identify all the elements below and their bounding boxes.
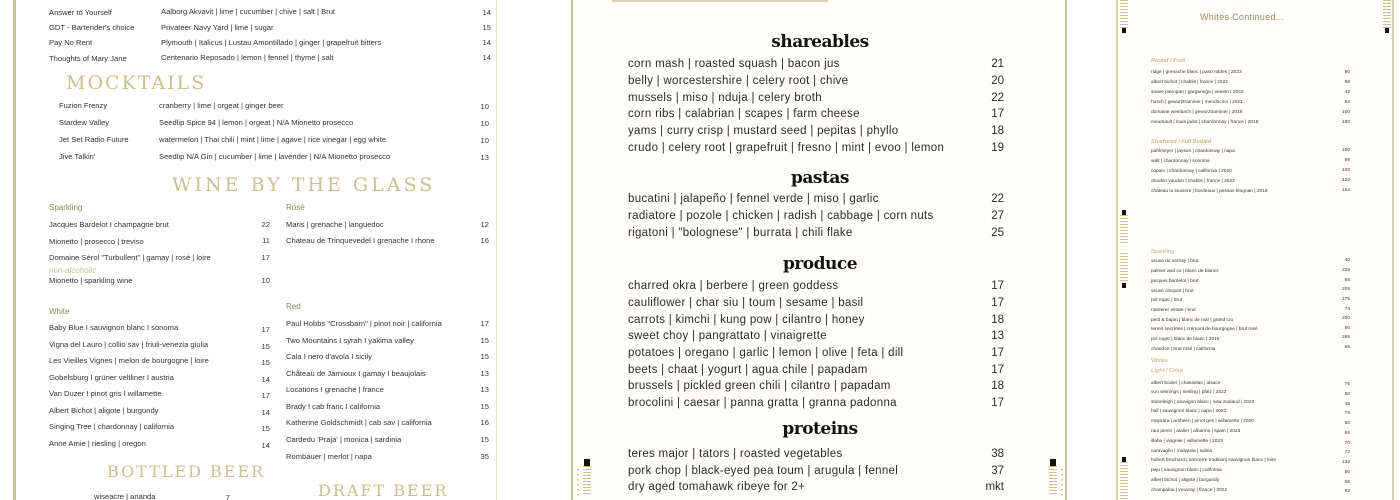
bottle-price: 60 (1344, 470, 1350, 475)
bottle-item: raul perez | atalier | albarino | spain | 2023 (1151, 429, 1241, 434)
wine-item: Maris | grenache | languedoc (286, 220, 384, 229)
cocktail-price: 14 (482, 38, 491, 47)
bottle-item: caravaglio | malvasia | salina (1151, 449, 1213, 454)
bottle-item: drouhin vaudon | chablis | france | 2022 (1151, 179, 1235, 184)
proteins-heading: proteins (782, 419, 858, 439)
dish-desc: radiatore | pozole | chicken | radish | cabbage | corn nuts (628, 210, 934, 222)
bottle-item: pahlmeyer | jayson | chardonnay | napa (1151, 149, 1235, 154)
dish-price: 19 (991, 142, 1004, 154)
bottle-price: 160 (1341, 148, 1350, 153)
white-label: White (49, 307, 70, 316)
dish-price: 22 (991, 92, 1004, 104)
bottle-item: champalou | vouvray | france | 2022 (1151, 488, 1228, 493)
bottle-item: roederer estate | brut (1151, 308, 1196, 313)
cocktail-name: GDT - Bartender's choice (49, 23, 135, 32)
dish-desc: pork chop | black-eyed pea toum | arugula | fennel (628, 465, 899, 477)
wine-price: 14 (261, 375, 270, 384)
sparkling-label: Sparkling (49, 203, 83, 212)
wine-price: 14 (261, 441, 270, 450)
dish-price: 21 (991, 58, 1004, 70)
dish-price: 17 (991, 364, 1004, 376)
mocktail-desc: Seedlip N/A Gin | cucumber | lime | lavender | N/A Mionetto prosecco (159, 152, 391, 161)
dish-price: 27 (991, 210, 1004, 222)
dish-price: 17 (991, 297, 1004, 309)
wine-item: Mionetto | sparkling wine (49, 276, 133, 285)
mocktails-heading: MOCKTAILS (66, 72, 207, 94)
wine-item: Gobelsburg I grüner veltliner I austria (49, 373, 174, 382)
whites-label: Whites (1151, 358, 1168, 364)
bottle-price: 100 (1341, 110, 1350, 115)
dish-price: 17 (991, 397, 1004, 409)
bottle-price: 265 (1341, 335, 1350, 340)
bottle-item: illahe | viognier | willamette | 2023 (1151, 439, 1223, 444)
cocktail-desc: Plymouth | Italicus | Lustau Amontillado | ginger | grapefruit bitters (161, 38, 382, 47)
dish-desc: crudo | celery root | grapefruit | fresno | mint | evoo | lemon (628, 142, 945, 154)
red-label: Red (286, 302, 301, 311)
art-deco-ornament-mid-left (1119, 210, 1129, 245)
wine-price: 15 (480, 435, 489, 444)
wine-price: 17 (261, 253, 270, 262)
art-deco-ornament-left (582, 459, 592, 496)
bottle-price: 120 (1341, 178, 1350, 183)
cocktail-price: 14 (482, 8, 491, 17)
dish-desc: sweet choy | pangrattato | vinaigrette (628, 330, 827, 342)
dish-price: 38 (991, 448, 1004, 460)
wine-price: 17 (261, 391, 270, 400)
wine-price: 13 (480, 369, 489, 378)
bottle-price: 98 (1344, 80, 1350, 85)
bottle-item: soave pieropan | garganega | veneto | 2023 (1151, 90, 1244, 95)
cocktail-price: 14 (482, 53, 491, 62)
mocktail-price: 13 (480, 153, 489, 162)
bottle-item: ridge | grenache blanc | paso robles | 2023 (1151, 70, 1242, 75)
dish-desc: cauliflower | char siu | toum | sesame | basil (628, 297, 864, 309)
dish-price: 22 (991, 193, 1004, 205)
bottled-beer-heading: BOTTLED BEER (107, 462, 266, 481)
bottle-price: 86 (1344, 431, 1350, 436)
wine-price: 10 (261, 276, 270, 285)
produce-heading: produce (782, 254, 858, 274)
bottle-price: 42 (1344, 90, 1350, 95)
food-menu-page (560, 0, 1080, 500)
dish-desc: yams | curry crisp | mustard seed | pepitas | phyllo (628, 125, 899, 137)
mocktail-name: Fuzion Frenzy (59, 101, 108, 110)
wine-item: Brady I cab franc I california (286, 402, 381, 411)
dish-desc: bucatini | jalapeño | fennel verde | miso | garlic (628, 193, 879, 205)
bottle-price: 75 (1344, 382, 1350, 387)
wine-price: 15 (480, 402, 489, 411)
art-deco-ornament-top-right (1382, 0, 1392, 33)
dish-price: 18 (991, 125, 1004, 137)
bottle-item: terres secrètes | crémant de bourgogne | brut rosé (1151, 327, 1258, 332)
cocktail-name: Answer to Yourself (49, 8, 112, 17)
dish-desc: mussels | miso | nduja | celery broth (628, 92, 822, 104)
bottle-price: 66 (1344, 345, 1350, 350)
bottle-price: 50 (1344, 392, 1350, 397)
bottle-item: domaine weinbach | gewurztraminer | 2018 (1151, 110, 1243, 115)
mocktail-name: Jive Talkin' (59, 152, 96, 161)
dish-desc: carrots | kimchi | kung pow | cilantro | honey (628, 314, 865, 326)
cocktail-name: Pay No Rent (49, 38, 93, 47)
mocktail-name: Jet Set Radio Future (59, 135, 129, 144)
draft-beer-heading: DRAFT BEER (318, 481, 449, 500)
wine-item: Jacques Bardelot I champagne brut (49, 220, 169, 229)
bottle-item: pol roger | brut (1151, 298, 1183, 303)
dish-price: 17 (991, 280, 1004, 292)
page-border-left (13, 0, 16, 500)
dish-desc: brussels | pickled green chili | cilantro | papadam (628, 380, 891, 392)
dish-price: mkt (985, 481, 1004, 493)
page-border-right (496, 0, 497, 500)
bottle-price: 60 (1344, 326, 1350, 331)
bottle-item: husch | gewurztraminer | mendocino | 2021 (1151, 100, 1243, 105)
wine-price: 13 (480, 385, 489, 394)
bottle-price: 132 (1341, 460, 1350, 465)
non-alcoholic-label: non-alcoholic (49, 266, 97, 275)
bottle-item: petit & bajan | blanc de noir | grand cru (1151, 318, 1234, 323)
wine-item: Locations I grenache | france (286, 385, 384, 394)
bottle-item: jacques bardelot | brut (1151, 279, 1199, 284)
bottle-price: 79 (1344, 411, 1350, 416)
bottle-price: 99 (1344, 158, 1350, 163)
bottle-price: 52 (1344, 100, 1350, 105)
bottle-item: chandon | brut rosé | california (1151, 347, 1216, 352)
bottle-price: 205 (1341, 287, 1350, 292)
wine-item: Château de Jarnioux I gamay I beaujolais (286, 369, 426, 378)
bottle-item: albert bichot | chablis | france | 2022 (1151, 80, 1228, 85)
bottle-item: stoneleigh | sauvigon blanc | new zealand | 2023 (1151, 400, 1255, 405)
bottle-price: 72 (1344, 450, 1350, 455)
wine-item: Van Duzer I pinot gris I willamette (49, 389, 162, 398)
drinks-menu-page (0, 0, 560, 500)
bottle-item: meursault | louis jadot | chardonnay | france | 2018 (1151, 120, 1259, 125)
mocktail-price: 10 (480, 136, 489, 145)
wine-price: 35 (480, 452, 489, 461)
art-deco-ornament-right (1048, 459, 1058, 496)
mocktail-price: 10 (480, 119, 489, 128)
wine-item: Cardedu 'Praja' | monica | sardinia (286, 435, 402, 444)
wine-price: 17 (261, 325, 270, 334)
wine-item: Rombauer | merlot | napa (286, 452, 372, 461)
bottle-item: von winnings | riesling | pfalz | 2022 (1151, 390, 1227, 395)
beer-item: wiseacre | ananda (94, 492, 156, 500)
wine-item: Singing Tree | chardonnay | california (49, 422, 175, 431)
cocktail-desc: Aalborg Akvavit | lime | cucumber | chive | salt | Brut (161, 7, 336, 16)
wine-item: Chateau de Trinquevedel I grenache I rhone (286, 236, 435, 245)
wine-price: 16 (480, 418, 489, 427)
wine-item: Paul Hobbs "Crossbarn" | pinot noir | california (286, 319, 442, 328)
bottle-item: walt | chardonnay | sonoma (1151, 159, 1210, 164)
dish-desc: rigatoni | "bolognese" | burrata | chili flake (628, 227, 853, 239)
cocktail-name: Thoughts of Mary Jane (49, 54, 127, 63)
bottle-item: albert boxler | chasselas | alsace (1151, 381, 1221, 386)
bottle-item: copain | chardonnay | california | 2020 (1151, 169, 1232, 174)
dish-desc: brocolini | caesar | panna gratta | granna padonna (628, 397, 897, 409)
dish-price: 13 (991, 330, 1004, 342)
wine-price: 15 (480, 352, 489, 361)
bottle-item: palmer and co | blanc de blancs (1151, 269, 1219, 274)
bottle-wine-list-page (1080, 0, 1400, 500)
art-deco-ornament-bottom-left (1119, 457, 1129, 500)
dish-desc: charred okra | berbere | green goddess (628, 280, 839, 292)
dish-price: 18 (991, 314, 1004, 326)
wine-price: 11 (262, 236, 270, 245)
wine-item: Vigna del Lauro | collio sav | friuli-venezia giulia (49, 340, 209, 349)
dish-price: 17 (991, 347, 1004, 359)
structured-label: Stuctured / Full Bodied (1151, 139, 1212, 145)
bottle-price: 180 (1341, 120, 1350, 125)
wine-price: 15 (261, 358, 270, 367)
bottle-price: 90 (1344, 70, 1350, 75)
bottle-price: 60 (1344, 421, 1350, 426)
bottle-price: 175 (1341, 297, 1350, 302)
bottle-item: pol roger | blanc de blanc | 2015 (1151, 337, 1220, 342)
wine-item: Albert Bichot | aligote | burgundy (49, 406, 159, 415)
bottle-item: veuve clicquot | brut (1151, 289, 1194, 294)
wine-price: 17 (480, 319, 489, 328)
mocktail-price: 10 (480, 102, 489, 111)
light-crisp-label: Light / Crisp (1151, 368, 1184, 374)
cocktail-price: 15 (482, 23, 491, 32)
wine-item: Katherine Goldschmidt | cab sav | california (286, 418, 432, 427)
rose-label: Rosé (286, 203, 305, 212)
dish-price: 17 (991, 108, 1004, 120)
mocktail-desc: cranberry | lime | orgeat | ginger beer (159, 101, 284, 110)
cocktail-desc: Centenario Reposado | lemon | fennel | thyme | salt (161, 53, 334, 62)
bottle-price: 200 (1341, 316, 1350, 321)
wine-item: Cala I nero d'avola I sicily (286, 352, 372, 361)
dish-desc: teres major | tators | roasted vegetables (628, 448, 843, 460)
wine-price: 15 (480, 336, 489, 345)
bottle-item: albert bichot | aligote | burgundy (1151, 478, 1220, 483)
wine-price: 15 (261, 424, 270, 433)
dish-desc: dry aged tomahawk ribeye for 2+ (628, 481, 806, 493)
wine-item: Les Vieilles Vignes | melon de bourgogne | loire (49, 356, 209, 365)
wine-price: 16 (480, 236, 489, 245)
bottle-price: 40 (1344, 258, 1350, 263)
bottle-item: hubert brochard | sancerre tradition| sauvignon blanc | loire (1151, 458, 1277, 463)
beer-price: 7 (225, 493, 230, 500)
mocktail-name: Stardew Valley (59, 118, 110, 127)
top-rule (612, 0, 828, 2)
bottle-price: 100 (1341, 168, 1350, 173)
sparkling-label: Sparkling (1151, 249, 1174, 255)
round-fruit-label: Round / Fruit (1151, 58, 1186, 64)
bottle-item: chateau la louviere | bordeaux | pessac-léognan | 2018 (1151, 189, 1268, 194)
bottle-price: 70 (1344, 441, 1350, 446)
wine-item: Mionetto | prosecco | treviso (49, 237, 144, 246)
bottle-price: 92 (1344, 489, 1350, 494)
bottle-price: 154 (1341, 188, 1350, 193)
wine-item: Anne Amie | riesling | oregon (49, 439, 146, 448)
wine-price: 15 (261, 342, 270, 351)
dish-price: 25 (991, 227, 1004, 239)
art-deco-ornament-left-2 (1119, 253, 1129, 288)
dish-desc: belly | worcestershire | celery root | chive (628, 75, 849, 87)
bottle-price: 56 (1344, 480, 1350, 485)
mocktail-desc: watermelon | Thai chili | mint | lime | agave | rice vinegar | egg white (159, 135, 386, 144)
bottle-item: hall | sauvignon blanc | napa | 2023 (1151, 409, 1227, 414)
dish-desc: corn mash | roasted squash | bacon jus (628, 58, 840, 70)
bottle-price: 88 (1344, 278, 1350, 283)
bottle-price: 228 (1341, 268, 1350, 273)
cocktail-desc: Privateer Navy Yard | lime | sugar (161, 23, 274, 32)
wine-price: 12 (480, 220, 489, 229)
dish-desc: beets | chaat | yogurt | agua chile | papadam (628, 364, 868, 376)
dish-price: 37 (991, 465, 1004, 477)
wine-item: Domaine Sérol "Turbullent" | gamay | rosé | loire (49, 253, 211, 262)
bottle-item: peju | sauvignon blanc | california (1151, 468, 1222, 473)
mocktail-desc: Seedlip Spice 94 | lemon | orgeat | N/A Mionetto prosecco (159, 118, 354, 127)
bottle-item: veuve du vernay | brut (1151, 259, 1199, 264)
wine-price: 14 (261, 408, 270, 417)
bottle-item: maysara | arsheen | pinot gris | willamette | 2020 (1151, 419, 1254, 424)
bottle-price: 45 (1344, 402, 1350, 407)
wine-item: Baby Blue I sauvignon blanc I sonoma (49, 323, 179, 332)
art-deco-ornament-top-left (1119, 0, 1129, 33)
dish-price: 20 (991, 75, 1004, 87)
whites-continued-title: Whites Continued... (1200, 12, 1285, 22)
bottle-price: 74 (1344, 307, 1350, 312)
dish-desc: potatoes | oregano | garlic | lemon | olive | feta | dill (628, 347, 904, 359)
dish-price: 18 (991, 380, 1004, 392)
wine-by-glass-heading: WINE BY THE GLASS (172, 174, 436, 196)
shareables-heading: shareables (771, 32, 869, 52)
wine-price: 22 (261, 220, 270, 229)
wine-item: Two Mountains I syrah I yakima valley (286, 336, 414, 345)
dish-desc: corn ribs | calabrian | scapes | farm cheese (628, 108, 860, 120)
pastas-heading: pastas (791, 168, 849, 188)
